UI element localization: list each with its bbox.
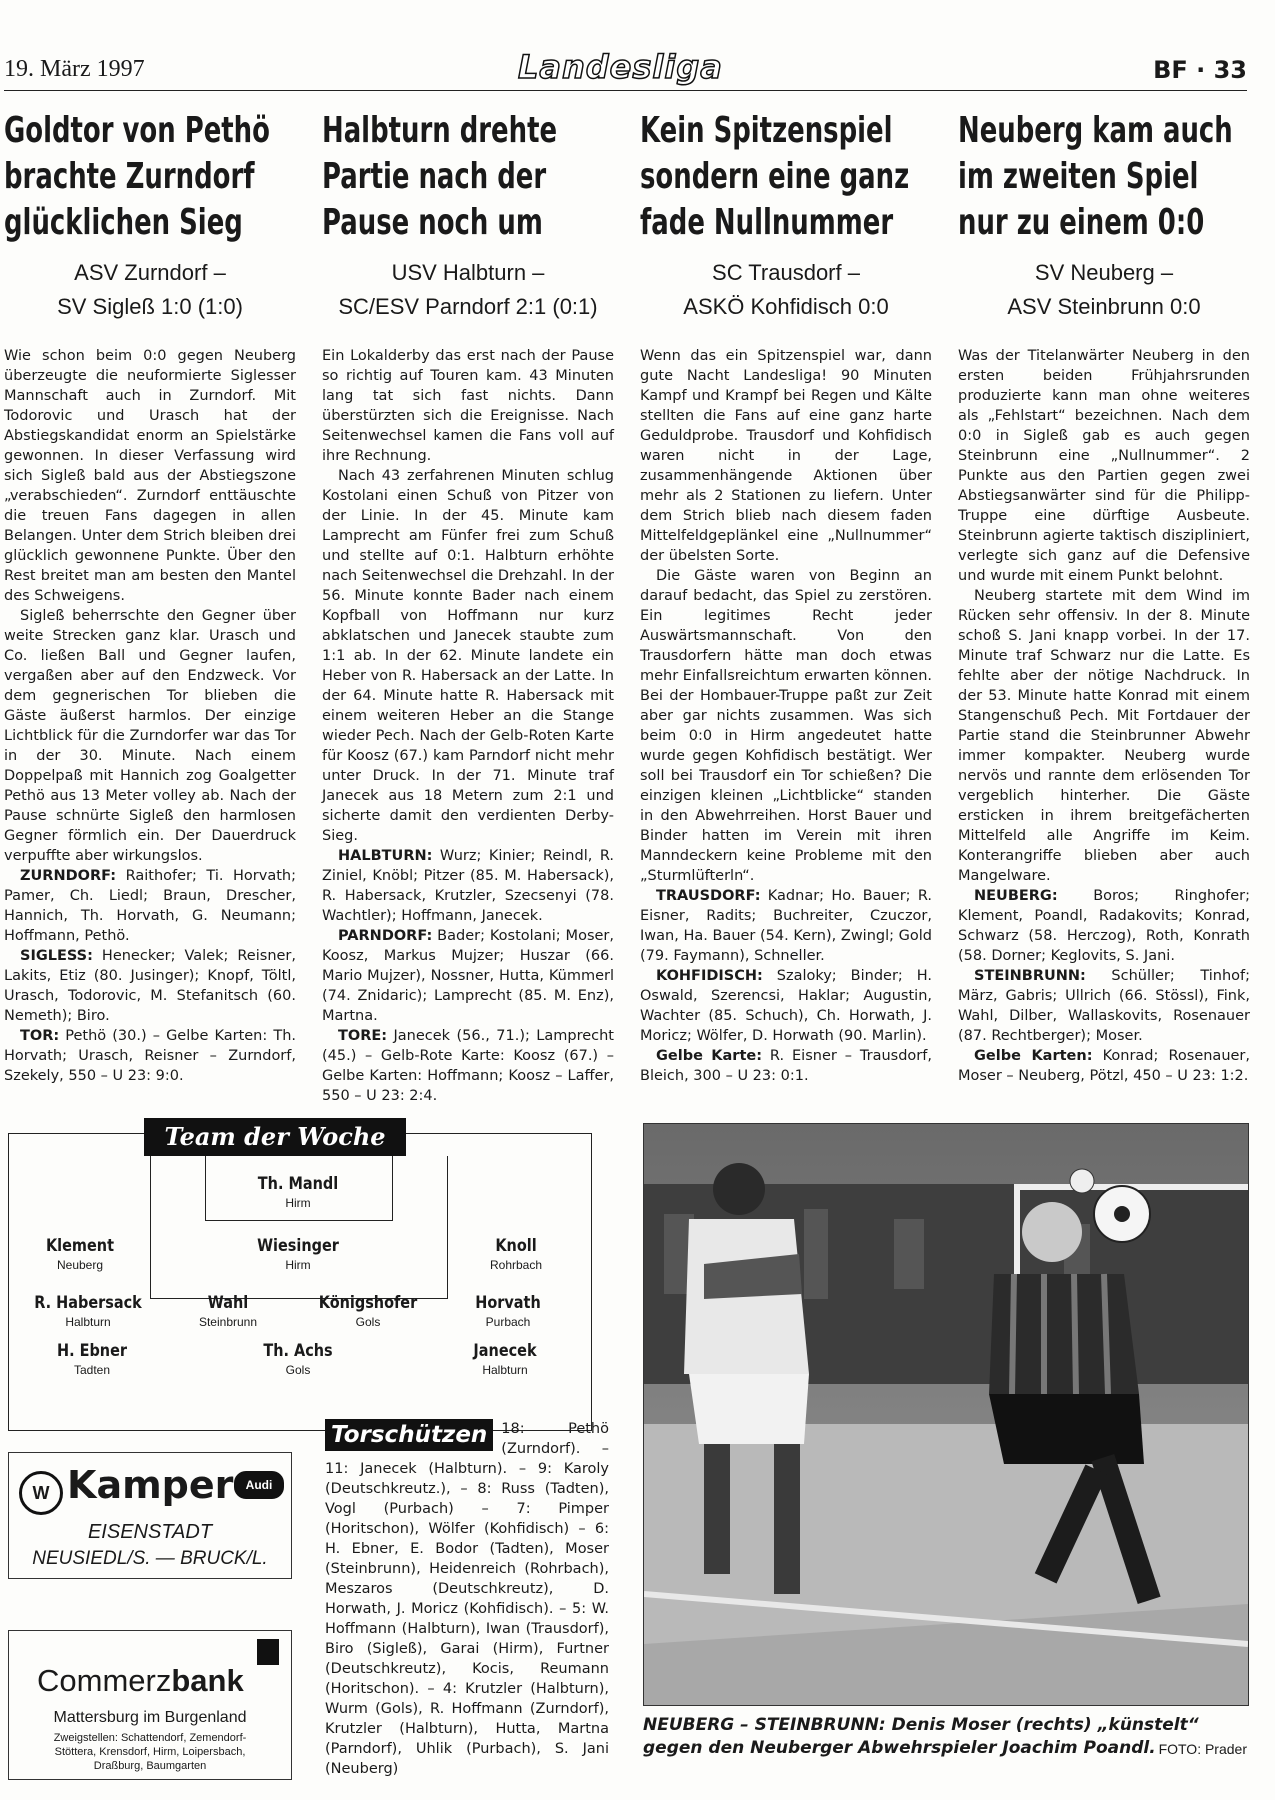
player-card: Knoll Rohrbach (489, 1236, 543, 1272)
player-card: Th. Achs Gols (263, 1341, 333, 1377)
ad-line-1: EISENSTADT (87, 1521, 213, 1543)
page-number: BF · 33 (1153, 56, 1247, 84)
issue-date: 19. März 1997 (4, 56, 145, 82)
headline: Kein Spitzenspiel sondern eine ganz fade Nullnummer (640, 110, 910, 243)
photo-credit: FOTO: Prader (1158, 1741, 1247, 1757)
scorers-list: Torschützen 18: Pethö (Zurndorf). – 11: Janecek (Halbturn). – 9: Karoly (Deutschkreutz.), – 8: Russ (Tadten), Vogl (Purbach) – 7: Pimper (Horitschon), Wölfer (Kohfidisch) – 6: H. Ebner, E. Bodor (Tadten), Moser (Steinbrunn), Heidenreich (Rohrbach), Meszaros (Deutschkreutz), D. Horwath, J. Moricz (Kohfidisch). – 5: W. Hoffmann (Halbturn), Iwan (Trausdorf), Biro (Sigleß), Garai (Hirm), Furtner (Deutschkreutz), Kocis, Reumann (Horitschon). – 4: Krutzler (Halbturn), Wurm (Gols), R. Hoffmann (Zurndorf), Krutzler (Halbturn), Hutta, Martna (Parndorf), Uhlik (Purbach), S. Jani (Neuberg) (325, 1421, 609, 1777)
player-card: H. Ebner Tadten (56, 1341, 128, 1377)
match-result: SV Neuberg – ASV Steinbrunn 0:0 (1007, 260, 1201, 319)
commerzbank-ad (8, 1630, 292, 1780)
player-card: Königshofer Gols (318, 1293, 418, 1329)
header-rule (4, 90, 1247, 91)
player-card: Janecek Halbturn (473, 1341, 537, 1377)
section-title: Landesliga (518, 48, 723, 86)
ad-line-2: Zweigstellen: Schattendorf, Zemendorf-Stöttera, Krensdorf, Hirm, Loipersbach, Draßburg, Baumgarten (53, 1732, 247, 1772)
ad-line-1: Mattersburg im Burgenland (53, 1709, 247, 1726)
article-4 (958, 108, 1250, 1086)
article-1 (4, 108, 296, 1086)
match-result: ASV Zurndorf – SV Sigleß 1:0 (1:0) (57, 260, 243, 319)
headline: Goldtor von Pethö brachte Zurndorf glücklichen Sieg (4, 110, 270, 243)
vw-logo-icon: W (19, 1471, 63, 1515)
player-card: Klement Neuberg (45, 1236, 114, 1272)
article-body: Was der Titelanwärter Neuberg in den ersten beiden Frühjahrsrunden produzierte kann man ohne weiteres als „Fehlstart“ bezeichnen. Nach dem 0:0 in Sigleß gab es auch gegen Steinbrunn eine „Nullnummer“. 2 Punkte aus den Partien gegen zwei Abstiegsanwärter sind für die Philipp-Truppe eine dürftige Ausbeute. Steinbrunn agierte taktisch diszipliniert, verlegte sich ganz auf die Defensive und wurde mit einem Punkt belohnt. Neuberg startete mit dem Wind im Rücken sehr offensiv. In der 8. Minute schoß S. Jani knapp vorbei. In der 17. Minute traf Schwarz nur die Latte. Es fehlte aber der nötige Nachdruck. In der 53. Minute hatte Konrad mit einem Stangenschuß Pech. Mit Fortdauer der Partie stand die Steinbrunner Abwehr immer kompakter. Neuberg wurde nervös und rannte dem erlösenden Tor vergeblich hinterher. Die Gäste ersticken in ihrem breitgefächerten Mittelfeld alle Angriffe im Keim. Konterangriffe blieben aber auch Mangelware. NEUBERG: Boros; Ringhofer; Klement, Poandl, Radakovits; Konrad, Schwarz (58. Herczog), Roth, Konrath (58. Dorner; Keglovits, S. Jani. STEINBRUNN: Schüller; Tinhof; März, Gabris; Ullrich (66. Stössl), Fink, Wahl, Dilber, Wallaskovits, Rosenauer (87. Rechtberger); Moser. Gelbe Karten: Konrad; Rosenauer, Moser – Neuberg, Pötzl, 450 – U 23: 1:2. (958, 348, 1251, 1084)
bank-logo-icon (257, 1639, 279, 1665)
article-body: Wie schon beim 0:0 gegen Neuberg überzeugte die neuformierte Siglesser Mannschaft auch in Zurndorf. Mit Todorovic und Urasch hat der Abstiegskandidat enorm an Spielstärke gewonnen. In dieser Verfassung wird sich Sigleß bald aus der Abstiegszone „verabschieden“. Zurndorf enttäuschte die treuen Fans dagegen in allen Belangen. Unter dem Strich bleiben drei glücklich gewonnene Punkte. Über den Rest breitet man am besten den Mantel des Schweigens. Sigleß beherrschte den Gegner über weite Strecken ganz klar. Urasch und Co. ließen Ball und Gegner laufen, vergaßen aber auf den Endzweck. Vor dem gegnerischen Tor blieben die Gäste äußerst harmlos. Der einzige Lichtblick für die Zurndorfer war das Tor in der 30. Minute. Nach einem Doppelpaß mit Hannich zog Goalgetter Pethö aus 13 Meter volley ab. Nach der Pause schnürte Sigleß den harmlosen Gegner förmlich ein. Der Dauerdruck verpuffte aber wirkungslos. ZURNDORF: Raithofer; Ti. Horvath; Pamer, Ch. Liedl; Braun, Drescher, Hannich, Th. Horvath, G. Neumann; Hoffmann, Pethö. SIGLESS: Henecker; Valek; Reisner, Lakits, Etiz (80. Jusinger); Knopf, Töltl, Urasch, Todorovic, M. Stefanitsch (60. Nemeth); Biro. TOR: Pethö (30.) – Gelbe Karten: Th. Horvath; Urasch, Reisner – Zurndorf, Szekely, 550 – U 23: 9:0. (4, 348, 296, 1084)
photo-caption: NEUBERG – STEINBRUNN: Denis Moser (rechts) „künstelt“ gegen den Neuberger Abwehrspieler Joachim Poandl. (643, 1715, 1199, 1758)
match-result: SC Trausdorf – ASKÖ Kohfidisch 0:0 (683, 260, 889, 319)
scorers-label: Torschützen (325, 1419, 493, 1451)
article-body: Wenn das ein Spitzenspiel war, dann gute Nacht Landesliga! 90 Minuten Kampf und Krampf bei Regen und Kälte stellten die Fans auf eine ganz harte Geduldprobe. Trausdorf und Kohfidisch waren nicht in der Lage, zusammenhängende Aktionen über mehr als 2 Stationen zu liefern. Unter dem Strich blieb nach diesem faden Mittelfeldgeplänkel eine „Nullnummer“ der übelsten Sorte. Die Gäste waren von Beginn an darauf bedacht, das Spiel zu zerstören. Ein legitimes Recht jeder Auswärtsmannschaft. Von den Trausdorfern hätte man doch etwas mehr Einfallsreichtum erwarten können. Bei der Hombauer-Truppe paßt zur Zeit aber gar nichts zusammen. Was sich beim 0:0 in Hirm angedeutet hatte wurde gegen Kohfidisch bestätigt. Wer soll bei Trausdorf ein Tor schießen? Die einzigen kleinen „Lichtblicke“ standen in den Abwehrreihen. Horst Bauer und Binder hatten im Verein mit ihren Manndeckern keine Probleme mit den „Sturmlüfterln“. TRAUSDORF: Kadnar; Ho. Bauer; R. Eisner, Radits; Buchreiter, Czuczor, Iwan, Ha. Bauer (54. Kern), Zwingl; Gold (79. Faymann), Schneller. KOHFIDISCH: Szaloky; Binder; H. Oswald, Szerencsi, Haklar; Augustin, Wachter (85. Schuch), Ch. Horwath, J. Moricz; Wölfer, D. Horwath (90. Marlin). Gelbe Karte: R. Eisner – Trausdorf, Bleich, 300 – U 23: 0:1. (640, 348, 932, 1084)
ad-line-2: NEUSIEDL/S. — BRUCK/L. (32, 1548, 268, 1569)
headline: Neuberg kam auch im zweiten Spiel nur zu einem 0:0 (958, 110, 1233, 243)
photo-image (644, 1124, 1248, 1705)
player-card: Horvath Purbach (475, 1293, 541, 1329)
player-card: R. Habersack Halbturn (34, 1293, 142, 1329)
match-photo (643, 1123, 1249, 1706)
article-3 (640, 108, 932, 1086)
player-card: Wahl Steinbrunn (198, 1293, 258, 1329)
team-of-week-title: Team der Woche (144, 1118, 406, 1156)
article-body: Ein Lokalderby das erst nach der Pause so richtig auf Touren kam. 43 Minuten lang tat sich fast nichts. Dann überstürzten sich die Ereignisse. Nach Seitenwechsel kamen die Fans voll auf ihre Rechnung. Nach 43 zerfahrenen Minuten schlug Kostolani einen Schuß von Pitzer von der Linie. In der 45. Minute kam Lamprecht am Fünfer frei zum Schuß und stellte auf 0:1. Halbturn erhöhte nach Seitenwechsel die Drehzahl. In der 56. Minute konnte Bader nach einem Kopfball von Hoffmann nur kurz abklatschen und Janecek staubte zum 1:1 ab. In der 62. Minute landete ein Heber von R. Habersack an der Latte. In der 64. Minute hatte R. Habersack mit einem weiteren Heber an die Stange wieder Pech. Nach der Gelb-Roten Karte für Koosz (67.) kam Parndorf nicht mehr unter Druck. In der 71. Minute traf Janecek aus 18 Metern zum 2:1 und sicherte damit den verdienten Derby-Sieg. HALBTURN: Wurz; Kinier; Reindl, R. Ziniel, Knöbl; Pitzer (85. M. Habersack), R. Habersack, Krutzler, Szecsenyi (78. Wachtler); Hoffmann, Janecek. PARNDORF: Bader; Kostolani; Moser, Koosz, Markus Mujzer; Huszar (66. Mario Mujzer), Nossner, Hutta, Kümmerl (74. Znidaric); Lamprecht (85. M. Enz), Martna. TORE: Janecek (56., 71.); Lamprecht (45.) – Gelb-Rote Karte: Koosz (67.) – Gelbe Karten: Hoffmann; Koosz – Laffer, 550 – U 23: 2:4. (322, 348, 614, 1104)
match-result: USV Halbturn – SC/ESV Parndorf 2:1 (0:1) (338, 260, 598, 319)
headline: Halbturn drehte Partie nach der Pause noch um (322, 110, 558, 243)
kamper-ad (8, 1452, 292, 1579)
kamper-brand: Kamper (67, 1463, 234, 1507)
player-card: Wiesinger Hirm (257, 1236, 339, 1272)
player-card: Th. Mandl Hirm (257, 1174, 339, 1210)
commerzbank-brand: Commerzbank (37, 1663, 244, 1698)
audi-logo-icon: Audi (234, 1471, 284, 1499)
article-2 (322, 108, 614, 1106)
